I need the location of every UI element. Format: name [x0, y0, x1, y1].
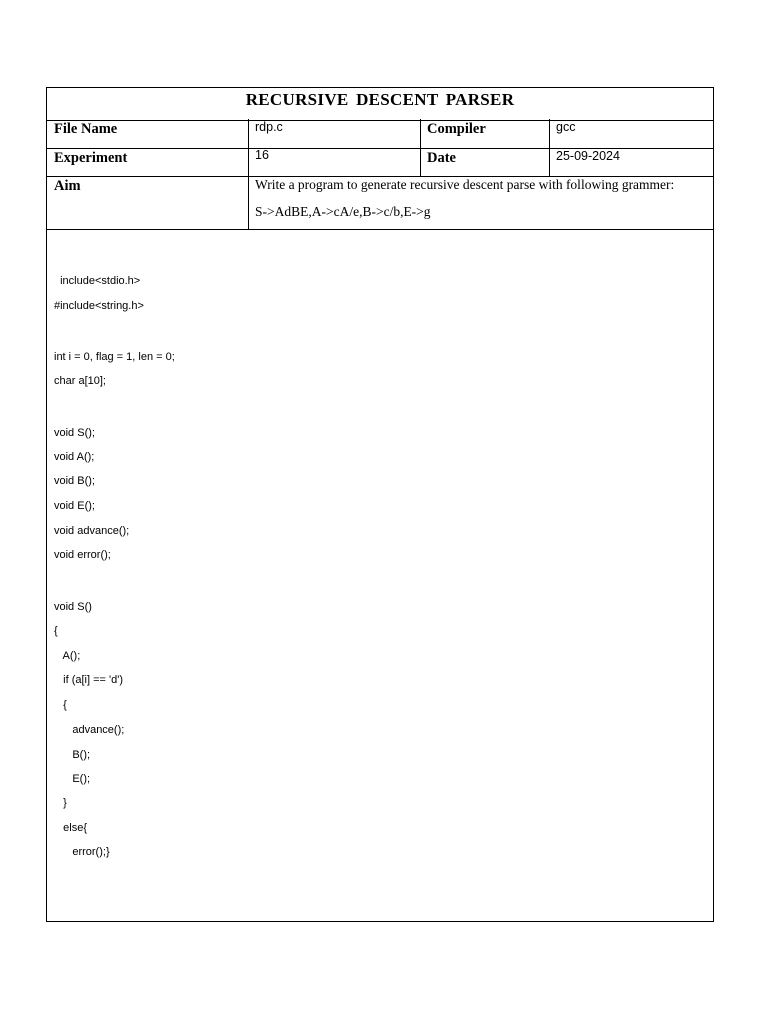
code-line: E(); [54, 773, 91, 785]
aim-label: Aim [54, 178, 81, 194]
code-line: void S(); [54, 427, 95, 439]
file-name-value: rdp.c [255, 120, 283, 134]
document-title: RECURSIVE DESCENT PARSER [47, 88, 713, 121]
column-divider [420, 119, 421, 176]
code-line: #include<string.h> [54, 300, 144, 312]
compiler-label: Compiler [427, 121, 486, 137]
code-line: void A(); [54, 451, 95, 463]
code-line: void E(); [54, 500, 95, 512]
experiment-label: Experiment [54, 150, 128, 166]
column-divider [248, 119, 249, 229]
code-line: char a[10]; [54, 375, 106, 387]
code-line: { [54, 699, 67, 711]
aim-grammar: S->AdBE,A->cA/e,B->c/b,E->g [255, 204, 431, 219]
code-line: void advance(); [54, 525, 130, 537]
code-line: A(); [54, 650, 81, 662]
code-line: B(); [54, 749, 91, 761]
experiment-value: 16 [255, 148, 269, 162]
code-line: int i = 0, flag = 1, len = 0; [54, 351, 175, 363]
aim-text: Write a program to generate recursive descent parse with following grammer: [255, 177, 675, 192]
code-line: { [54, 625, 58, 637]
date-value: 25-09-2024 [556, 149, 620, 163]
code-line: if (a[i] == 'd') [54, 674, 124, 686]
lab-record-sheet [46, 87, 714, 922]
code-line: void S() [54, 601, 92, 613]
code-line: advance(); [54, 724, 125, 736]
row-divider [47, 229, 713, 230]
code-line: void error(); [54, 549, 111, 561]
compiler-value: gcc [556, 120, 576, 134]
column-divider [549, 119, 550, 176]
date-label: Date [427, 150, 456, 166]
code-line: } [54, 797, 67, 809]
code-line: include<stdio.h> [54, 275, 141, 287]
file-name-label: File Name [54, 121, 118, 137]
code-line: error();} [54, 846, 110, 858]
code-line: void B(); [54, 475, 95, 487]
code-line: else{ [54, 822, 88, 834]
